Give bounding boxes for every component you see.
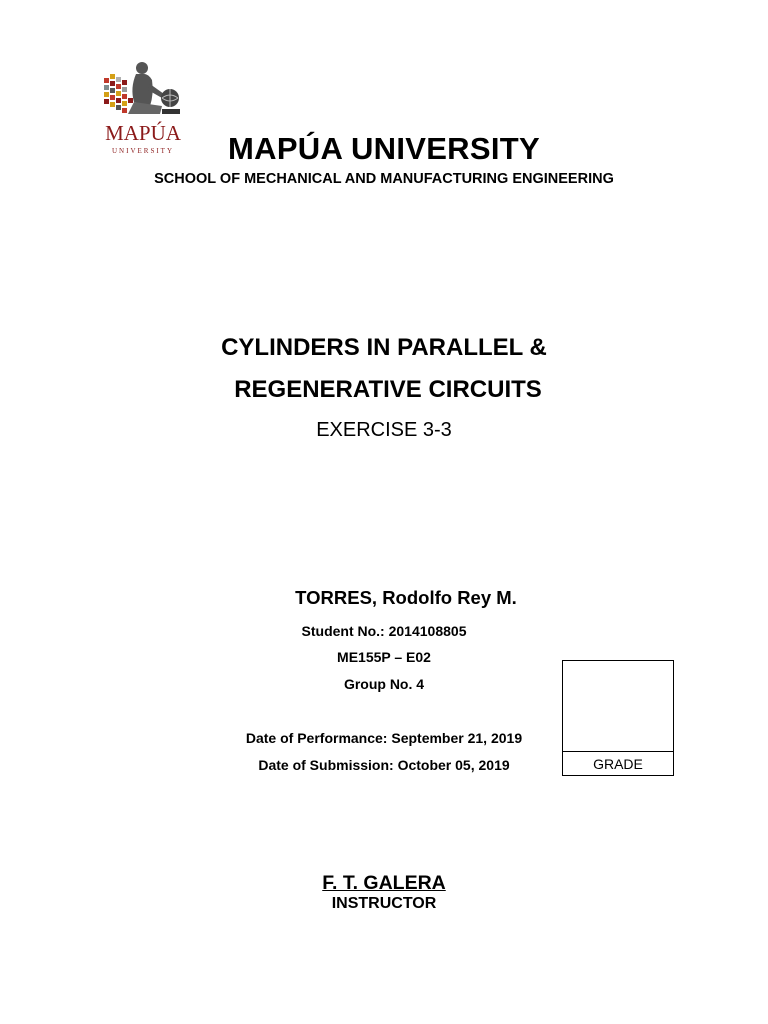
group-number: Group No. 4 (343, 676, 425, 692)
course-code: ME155P – E02 (337, 649, 431, 665)
exercise-number: EXERCISE 3-3 (316, 419, 452, 441)
logo-wordmark: MAPÚA (105, 121, 181, 145)
logo-subtext: UNIVERSITY (112, 147, 174, 155)
university-name: MAPÚA UNIVERSITY (228, 131, 540, 166)
report-title-line2: REGENERATIVE CIRCUITS (234, 376, 542, 403)
grade-divider (563, 751, 673, 752)
student-name: TORRES, Rodolfo Rey M. (295, 587, 517, 608)
student-number: Student No.: 2014108805 (301, 623, 467, 639)
instructor-name: F. T. GALERA (322, 872, 446, 894)
instructor-role: INSTRUCTOR (331, 895, 437, 912)
report-title-line1: CYLINDERS IN PARALLEL & (221, 334, 547, 361)
grade-box (562, 660, 674, 776)
date-of-submission: Date of Submission: October 05, 2019 (258, 757, 510, 773)
grade-label: GRADE (593, 756, 643, 772)
school-name: SCHOOL OF MECHANICAL AND MANUFACTURING ENGINEERING (154, 171, 614, 187)
date-of-performance: Date of Performance: September 21, 2019 (245, 730, 523, 746)
